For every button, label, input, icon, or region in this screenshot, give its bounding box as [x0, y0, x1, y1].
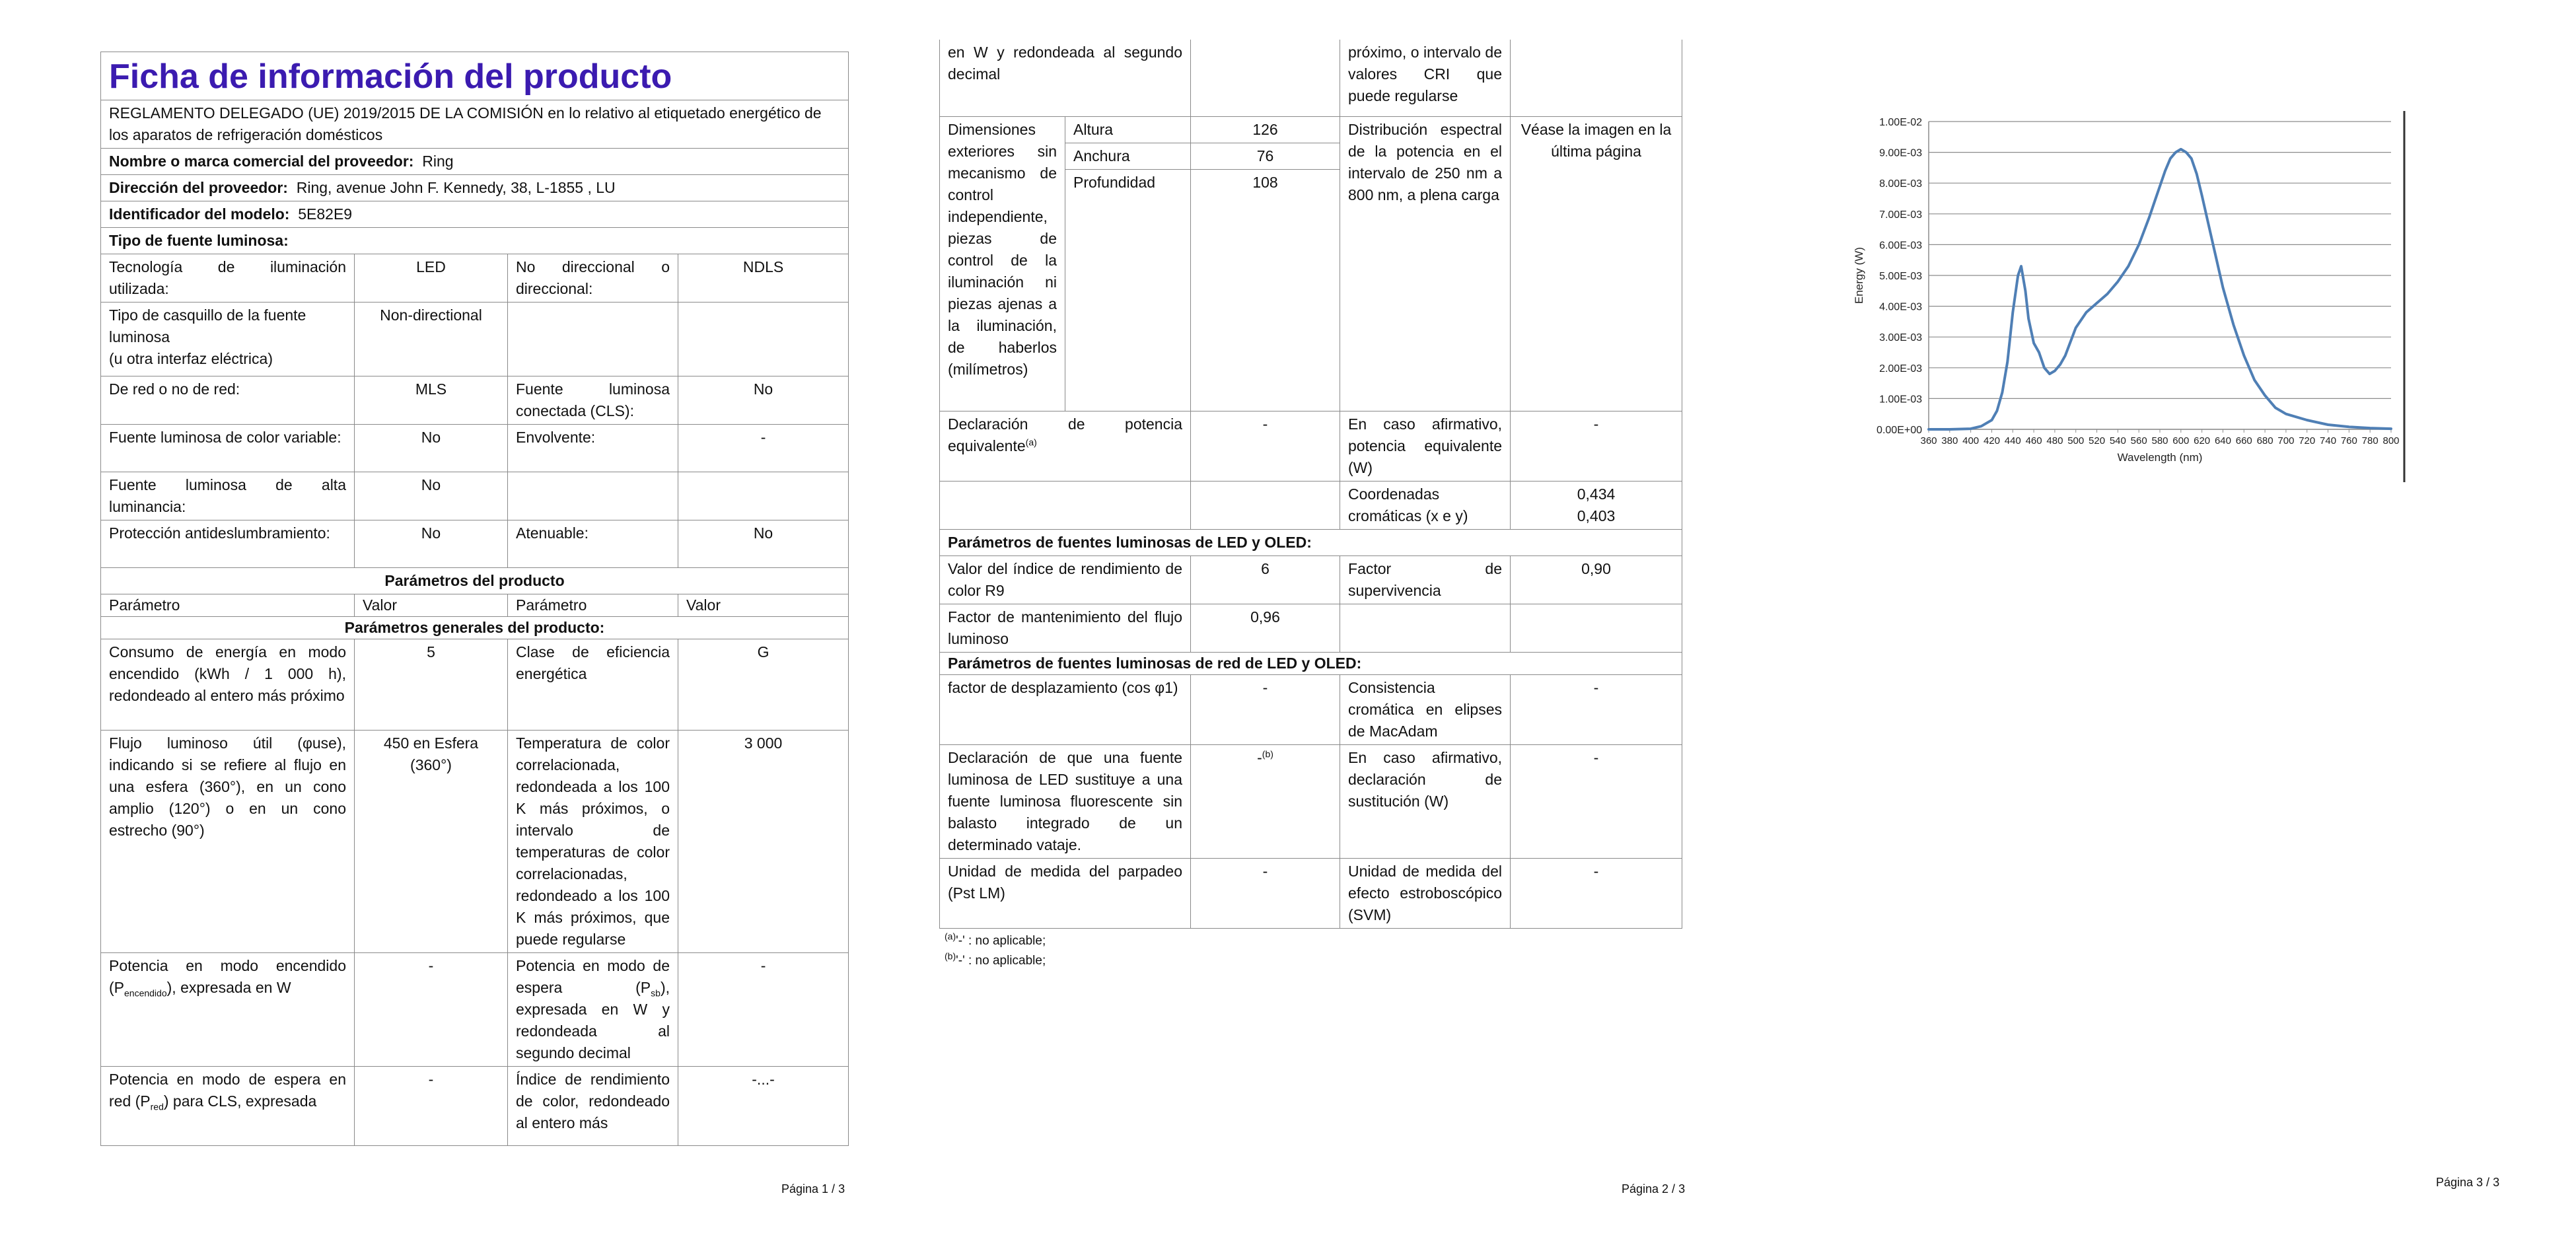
- cls-value: No: [678, 376, 849, 425]
- empty-cell: [678, 472, 849, 520]
- tech-label: Tecnología de iluminación utilizada:: [101, 254, 355, 303]
- y-tick-label: 1.00E-02: [1879, 117, 1922, 128]
- x-tick-label: 680: [2256, 435, 2273, 447]
- replacement-w-label: En caso afirmativo, declaración de sustitución (W): [1340, 744, 1511, 858]
- cri-label: Índice de rendimiento de color, redondeado al entero más: [508, 1067, 678, 1146]
- empty-cell: [1340, 604, 1511, 652]
- y-tick-label: 1.00E-03: [1879, 394, 1922, 406]
- dimensions-label: Dimensiones exteriores sin mecanismo de control independiente, piezas de control de la iluminación ni piezas ajenas a la iluminación, de haberlos (milímetros): [940, 116, 1065, 411]
- col-param-header: Parámetro: [508, 594, 678, 617]
- model-id: 5E82E9: [298, 205, 353, 223]
- on-mode-power-value: -: [355, 953, 508, 1067]
- product-info-table-page1: [100, 52, 849, 1146]
- cct-value: 3 000: [678, 731, 849, 953]
- x-tick-label: 800: [2382, 435, 2400, 447]
- high-luminance-value: No: [355, 472, 508, 520]
- efficiency-class-label: Clase de eficiencia energética: [508, 639, 678, 731]
- page-1: [100, 52, 848, 1146]
- col-value-header: Valor: [678, 594, 849, 617]
- flicker-label: Unidad de medida del parpadeo (Pst LM): [940, 858, 1191, 928]
- height-value: 126: [1191, 116, 1340, 143]
- survival-factor-value: 0,90: [1511, 555, 1682, 604]
- x-tick-label: 540: [2109, 435, 2126, 447]
- x-axis-label: Wavelength (nm): [2117, 451, 2203, 464]
- x-tick-label: 460: [2025, 435, 2042, 447]
- x-tick-label: 660: [2235, 435, 2252, 447]
- chromaticity-x: 0,434: [1577, 485, 1616, 503]
- page-title: Ficha de información del producto: [101, 52, 849, 100]
- flicker-value: -: [1191, 858, 1340, 928]
- r9-value: 6: [1191, 555, 1340, 604]
- footnote-a: $^{(a)}$'-' : no aplicable;: [945, 931, 1046, 948]
- directional-label: No direccional o direccional:: [508, 254, 678, 303]
- on-mode-power-label: Potencia en modo encendido $(P_{encendido})$, expresada en W: [101, 953, 355, 1067]
- x-tick-label: 700: [2277, 435, 2295, 447]
- x-tick-label: 640: [2214, 435, 2231, 447]
- supplier-name-row: [101, 149, 849, 175]
- cri-value: -...-: [678, 1067, 849, 1146]
- useful-flux-label: Flujo luminoso útil (φuse), indicando si se refiere al flujo en una esfera (360°), en un cono amplio (120°) o en un cono estrecho (90°): [101, 731, 355, 953]
- product-info-table-page2: [939, 40, 1682, 929]
- equivalent-power-label: Declaración de potencia equivalente$^{(a)}$: [940, 411, 1191, 481]
- y-tick-label: 9.00E-03: [1879, 147, 1922, 159]
- empty-cell: [678, 303, 849, 376]
- high-luminance-label: Fuente luminosa de alta luminancia:: [101, 472, 355, 520]
- colour-tunable-value: No: [355, 425, 508, 472]
- energy-label: Consumo de energía en modo encendido (kWh / 1 000 h), redondeado al entero más próximo: [101, 639, 355, 731]
- y-tick-label: 4.00E-03: [1879, 301, 1922, 313]
- footnote-b: $^{(b)}$'-' : no aplicable;: [945, 950, 1046, 968]
- useful-flux-value: 450 en Esfera (360°): [355, 731, 508, 953]
- equivalent-power-value: -: [1191, 411, 1340, 481]
- model-id-row: [101, 201, 849, 228]
- y-tick-label: 0.00E+00: [1877, 425, 1922, 436]
- lumen-maintenance-label: Factor de mantenimiento del flujo luminoso: [940, 604, 1191, 652]
- x-tick-label: 600: [2172, 435, 2190, 447]
- mains-label: De red o no de red:: [101, 376, 355, 425]
- model-id-label: Identificador del modelo:: [109, 205, 290, 223]
- page-number-1: Página 1 / 3: [781, 1182, 845, 1196]
- col-param-header: Parámetro: [101, 594, 355, 617]
- y-tick-label: 3.00E-03: [1879, 332, 1922, 344]
- page-2: [939, 40, 1682, 971]
- page-number-3: Página 3 / 3: [2436, 1176, 2500, 1189]
- replacement-value: -$^{(b)}$: [1191, 744, 1340, 858]
- empty-cell: [940, 481, 1191, 529]
- y-tick-label: 5.00E-03: [1879, 271, 1922, 282]
- empty-cell: [1511, 604, 1682, 652]
- x-tick-label: 520: [2089, 435, 2106, 447]
- x-tick-label: 440: [2004, 435, 2021, 447]
- chromaticity-value: [1511, 481, 1682, 529]
- width-label: Anchura: [1065, 143, 1191, 169]
- empty-cell: [1191, 481, 1340, 529]
- x-tick-label: 560: [2130, 435, 2147, 447]
- supplier-address-label: Dirección del proveedor:: [109, 179, 288, 196]
- page-1-cut: [92, 1174, 859, 1201]
- width-value: 76: [1191, 143, 1340, 169]
- y-tick-label: 8.00E-03: [1879, 178, 1922, 190]
- mains-value: MLS: [355, 376, 508, 425]
- cri-label-cont: próximo, o intervalo de valores CRI que puede regularse: [1340, 40, 1511, 116]
- empty-cell: [1511, 40, 1682, 116]
- x-tick-label: 500: [2067, 435, 2085, 447]
- macadam-value: -: [1511, 674, 1682, 744]
- efficiency-class-value: G: [678, 639, 849, 731]
- dimmable-label: Atenuable:: [508, 520, 678, 568]
- cct-label: Temperatura de color correlacionada, redondeada a los 100 K más próximos, o intervalo de temperaturas de color correlacionadas, redondeado a los 100 K más próximos, que puede regularse: [508, 731, 678, 953]
- y-tick-label: 6.00E-03: [1879, 240, 1922, 252]
- x-tick-label: 580: [2151, 435, 2168, 447]
- tech-value: LED: [355, 254, 508, 303]
- displacement-factor-label: factor de desplazamiento (cos φ1): [940, 674, 1191, 744]
- mains-led-header: Parámetros de fuentes luminosas de red de LED y OLED:: [940, 652, 1682, 674]
- page-number-2: Página 2 / 3: [1622, 1182, 1686, 1196]
- empty-cell: [1191, 40, 1340, 116]
- lumen-maintenance-value: 0,96: [1191, 604, 1340, 652]
- light-source-type-label: Tipo de fuente luminosa:: [101, 228, 849, 254]
- series-line: [1929, 149, 2391, 429]
- colour-tunable-label: Fuente luminosa de color variable:: [101, 425, 355, 472]
- col-value-header: Valor: [355, 594, 508, 617]
- equivalent-power-w-label: En caso afirmativo, potencia equivalente (W): [1340, 411, 1511, 481]
- y-tick-label: 7.00E-03: [1879, 209, 1922, 221]
- supplier-address-row: [101, 175, 849, 201]
- directional-value: NDLS: [678, 254, 849, 303]
- led-oled-header: Parámetros de fuentes luminosas de LED y OLED:: [940, 529, 1682, 555]
- x-tick-label: 480: [2046, 435, 2063, 447]
- empty-cell: [508, 472, 678, 520]
- x-tick-label: 380: [1941, 435, 1958, 447]
- cap-label: Tipo de casquillo de la fuente luminosa: [109, 306, 306, 345]
- envelope-value: -: [678, 425, 849, 472]
- supplier-name: Ring: [422, 153, 454, 170]
- chromaticity-y: 0,403: [1577, 507, 1616, 524]
- dimmable-value: No: [678, 520, 849, 568]
- cap-type-cell: [101, 303, 355, 376]
- spd-label: Distribución espectral de la potencia en el intervalo de 250 nm a 800 nm, a plena carga: [1340, 116, 1511, 411]
- energy-value: 5: [355, 639, 508, 731]
- y-tick-label: 2.00E-03: [1879, 363, 1922, 375]
- empty-cell: [508, 303, 678, 376]
- x-tick-label: 720: [2299, 435, 2316, 447]
- survival-factor-label: Factor de supervivencia: [1340, 555, 1511, 604]
- standby-power-value: -: [678, 953, 849, 1067]
- standby-power-label-cont: en W y redondeada al segundo decimal: [940, 40, 1191, 116]
- spd-value: Véase la imagen en la última página: [1511, 116, 1682, 411]
- stroboscopic-value: -: [1511, 858, 1682, 928]
- replacement-label: Declaración de que una fuente luminosa de LED sustituye a una fuente luminosa fluorescente sin balasto integrado de un determinado vataje.: [940, 744, 1191, 858]
- networked-standby-label: Potencia en modo de espera en red $(P_{red})$ para CLS, expresada: [101, 1067, 355, 1146]
- cls-label: Fuente luminosa conectada (CLS):: [508, 376, 678, 425]
- cap-value: Non-directional: [355, 303, 508, 376]
- macadam-label: Consistencia cromática en elipses de MacAdam: [1340, 674, 1511, 744]
- general-params-header: Parámetros generales del producto:: [101, 617, 849, 639]
- x-tick-label: 360: [1920, 435, 1937, 447]
- standby-power-label: Potencia en modo de espera $(P_{sb})$, expresada en W y redondeada al segundo decimal: [508, 953, 678, 1067]
- product-params-header: Parámetros del producto: [101, 568, 849, 594]
- depth-value: 108: [1191, 169, 1340, 411]
- chromaticity-label: Coordenadas cromáticas (x e y): [1340, 481, 1511, 529]
- x-tick-label: 420: [1983, 435, 2000, 447]
- regulation-text: REGLAMENTO DELEGADO (UE) 2019/2015 DE LA COMISIÓN en lo relativo al etiquetado energético de los aparatos de refrigeración domésticos: [101, 100, 849, 149]
- networked-standby-value: -: [355, 1067, 508, 1146]
- anti-glare-value: No: [355, 520, 508, 568]
- x-tick-label: 780: [2361, 435, 2379, 447]
- displacement-factor-value: -: [1191, 674, 1340, 744]
- cap-label-2: (u otra interfaz eléctrica): [109, 350, 273, 367]
- x-tick-label: 760: [2340, 435, 2357, 447]
- stroboscopic-label: Unidad de medida del efecto estroboscópico (SVM): [1340, 858, 1511, 928]
- spectral-distribution-chart: [1843, 106, 2411, 482]
- envelope-label: Envolvente:: [508, 425, 678, 472]
- replacement-w-value: -: [1511, 744, 1682, 858]
- supplier-name-label: Nombre o marca comercial del proveedor:: [109, 153, 414, 170]
- spectral-chart: [1843, 106, 2411, 482]
- anti-glare-label: Protección antideslumbramiento:: [101, 520, 355, 568]
- equivalent-power-w-value: -: [1511, 411, 1682, 481]
- r9-label: Valor del índice de rendimiento de color R9: [940, 555, 1191, 604]
- depth-label: Profundidad: [1065, 169, 1191, 411]
- supplier-address: Ring, avenue John F. Kennedy, 38, L-1855 , LU: [296, 179, 616, 196]
- x-tick-label: 400: [1962, 435, 1980, 447]
- x-tick-label: 620: [2194, 435, 2211, 447]
- height-label: Altura: [1065, 116, 1191, 143]
- y-axis-label: Energy (W): [1853, 247, 1865, 304]
- x-tick-label: 740: [2320, 435, 2337, 447]
